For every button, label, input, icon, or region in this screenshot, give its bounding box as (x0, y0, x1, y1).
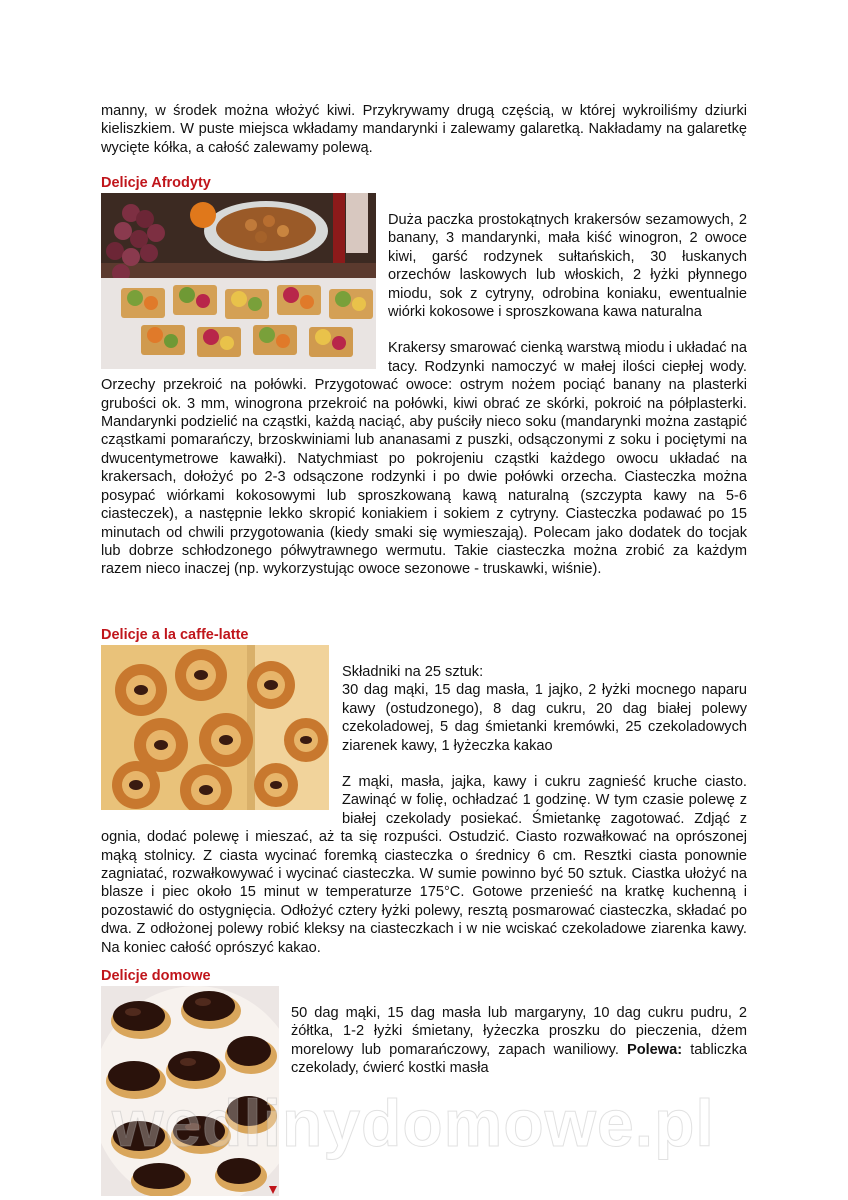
recipe-domowe-body (291, 1004, 747, 1078)
yield-caffe-latte: Składniki na 25 sztuk: (342, 664, 484, 680)
photo-caffe-latte (101, 645, 329, 810)
ingredients-caffe-latte: 30 dag mąki, 15 dag masła, 1 jajko, 2 łyżki mocnego naparu kawy (ostudzonego), 8 dag cukru, 20 dag białej polewy czekoladowej, 5 dag śmietanki kremówki, 25 czekoladowych ziarenek kawy, 1 łyżeczka kakao (342, 682, 747, 754)
photo-afrodyty (101, 193, 376, 369)
intro-paragraph: manny, w środek można włożyć kiwi. Przykrywamy drugą częścią, w której wykroiliśmy dziurki kieliszkiem. W puste miejsca wkładamy mandarynki i zalewamy galaretką. Nakładamy na galaretkę wycięte kółka, a całość zalewamy polewą. (101, 103, 747, 156)
watermark: wedlinydomowe.pl (112, 1086, 715, 1160)
method-afrodyty: Krakersy smarować cienką warstwą miodu i układać na tacy. Rodzynki namoczyć w małej ilości ciepłej wody. Orzechy przekroić na połówki. Przygotować owoce: ostrym nożem pociąć banany na plasterki grubości ok. 3 mm, winogrona przekroić na połówki, kiwi obrać ze skórki, pokroić na półplasterki. Mandarynki podzielić na cząstki, każdą naciąć, aby puściły nieco soku (mandarynki można zastąpić cząstkami pomarańczy, brzoskwiniami lub ananasami z puszki, odsączonymi z soku i pociętymi na dwucentymetrowe kawałki). Natychmiast po pokrojeniu cząstki każdego owocu układać na krakersach, dołożyć po 2-3 odsączone rodzynki i po dwie połówki orzecha. Ciasteczka można posypać wiórkami kokosowymi lub sproszkowaną kawą naturalną (szczypta kawy na 5-6 ciasteczek), a następnie lekko skropić koniakiem i sokiem z cytryny. Ciasteczka podawać po 15 minutach od chwili przygotowania (kiedy smaki się wymieszają). Polecam jako dodatek do tocjak lub dobrze schłodzonego półwytrawnego wermutu. Takie ciasteczka można zrobić za każdym razem nieco inaczej (np. wykorzystując owoce sezonowe - truskawki, wiśnie). (101, 340, 747, 578)
ingredients-afrodyty: Duża paczka prostokątnych krakersów sezamowych, 2 banany, 3 mandarynki, mała kiść winogron, 2 owoce kiwi, garść rodzynek sułtańskich, 30 łuskanych orzechów laskowych lub włoskich, 2 łyżki płynnego miodu, sok z cytryny, odrobina koniaku, ewentualnie wiórki kokosowe i sproszkowana kawa naturalna (388, 212, 747, 321)
glaze-domowe: tabliczka czekolady, ćwierć kostki masła (291, 1041, 747, 1077)
recipe-title-domowe: Delicje domowe (101, 968, 211, 984)
method-caffe-latte: Z mąki, masła, jajka, kawy i cukru zagnieść kruche ciasto. Zawinąć w folię, ochładzać 1 godzinę. W tym czasie polewę z białej czekolady posiekać. Śmietankę zagotować. Zdjąć z ognia, dodać polewę i mieszać, aż ta się rozpuści. Ostudzić. Ciasto rozwałkować na oprószonej mąką stolnicy. Z ciasta wycinać foremką ciasteczka o średnicy 6 cm. Resztki ciasta ponownie zagniatać, rozwałkowywać i wycinać ciasteczka. W sumie powinno być 50 sztuk. Ciastka ułożyć na blasze i piec około 15 minut w temperaturze 175°C. Gotowe przenieść na kratkę kuchenną i pozostawić do ostygnięcia. Odłożyć cztery łyżki polewy, resztą posmarować ciasteczka, składać po dwa. Z odłożonej polewy robić kleksy na ciasteczkach i w nie wciskać czekoladowe ziarenka kawy. Na koniec całość oprószyć kakao. (101, 774, 747, 956)
recipe-caffe-latte-body (101, 645, 747, 957)
recipe-afrodyty-body (101, 193, 747, 579)
recipe-title-caffe-latte: Delicje a la caffe-latte (101, 627, 249, 643)
ingredients-domowe: 50 dag mąki, 15 dag masła lub margaryny, 10 dag cukru pudru, 2 żółtka, 1-2 łyżki śmietany, łyżeczka proszku do pieczenia, dżem morelowy lub pomarańczowy, zapach waniliowy. (291, 1005, 747, 1058)
glaze-label: Polewa: (626, 1041, 683, 1058)
recipe-title-afrodyty: Delicje Afrodyty (101, 175, 211, 191)
